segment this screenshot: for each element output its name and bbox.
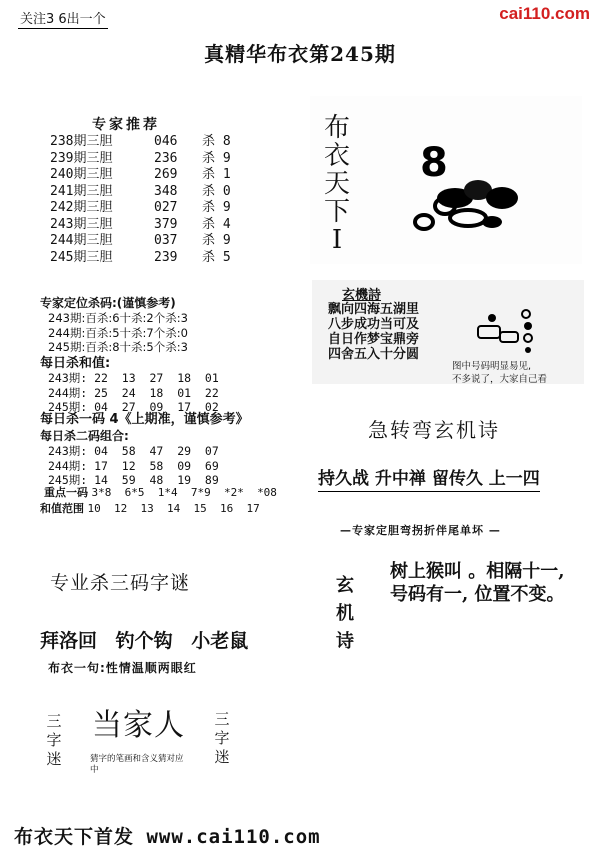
caption-line: 图中号码明显易见, — [452, 361, 532, 372]
xuanji-char: 诗 — [336, 631, 354, 652]
blob-shape — [482, 216, 502, 228]
issue-kill: 杀 4 — [202, 216, 231, 232]
poem-line: 四舍五入十分圆 — [328, 347, 420, 362]
issue-kill: 杀 9 — [202, 233, 231, 248]
footer-site[interactable]: 布衣天下首发 www.cai110.com — [14, 826, 321, 848]
riddle-word: 小老鼠 — [191, 630, 249, 652]
issue-label: 243期三胆 — [50, 216, 113, 232]
three-char-riddle-right — [212, 710, 232, 767]
xuanji-vertical — [336, 572, 354, 656]
sum-range-row — [40, 500, 260, 516]
dingdan-line: —专家定胆弯拐折伴尾单坏 — — [340, 524, 501, 537]
recommend-row — [50, 200, 231, 217]
dot-shape — [525, 347, 531, 353]
dot-shape — [488, 314, 496, 322]
issue-label: 241期三胆 — [50, 183, 113, 199]
key-point-row — [44, 484, 277, 500]
recommend-row — [50, 233, 231, 250]
blob-shape — [450, 210, 486, 226]
daily-sum-row: 244期: 25 24 18 01 22 — [48, 385, 219, 400]
blob-shape — [415, 215, 433, 229]
position-kill-section — [40, 294, 188, 355]
dot-shape — [524, 322, 532, 330]
issue-numbers: 269 — [154, 167, 178, 182]
riddle-word: 钓个钩 — [115, 630, 173, 652]
xuanji-poem — [328, 302, 419, 362]
big-eight-digit: 8 — [420, 140, 448, 186]
issue-kill: 杀 1 — [202, 167, 231, 182]
issue-numbers: 236 — [154, 150, 178, 166]
recommend-row — [50, 217, 231, 234]
riddle-words — [40, 626, 260, 653]
daily-sum-row: 243期: 22 13 27 18 01 — [48, 371, 219, 385]
issue-label: 240期三胆 — [50, 167, 113, 182]
recommend-row — [50, 250, 231, 267]
daily-one-row: 245期: 14 59 48 19 89 — [48, 473, 219, 487]
position-kill-title: 专家定位杀码:(谨慎参考) — [40, 296, 176, 310]
poem-line: 八步成功当可及 — [328, 317, 420, 332]
page-title: 真精华布衣第245期 — [204, 42, 396, 66]
riddle-line: 号码有一, 位置不变。 — [390, 584, 565, 605]
picture-caption — [452, 360, 547, 386]
issue-kill: 杀 9 — [202, 150, 231, 166]
buyi-vertical-title — [322, 114, 352, 254]
poem-line: 飘向四海五湖里 — [328, 302, 420, 317]
daily-sum-row: 245期: 04 27 09 17 02 — [48, 400, 219, 414]
jizhuan-title: 急转弯玄机诗 — [368, 418, 500, 442]
issue-label: 244期三胆 — [50, 233, 113, 248]
buyi-char: 天 — [323, 169, 350, 199]
top-note: 关注3 6出一个 — [18, 8, 108, 29]
dot-shape — [524, 334, 532, 342]
issue-label: 239期三胆 — [50, 150, 113, 166]
daily-two-title: 每日杀二码组合: — [40, 429, 129, 443]
xuanji-char: 机 — [336, 603, 354, 624]
daily-one-row: 244期: 17 12 58 09 69 — [48, 458, 219, 473]
issue-label: 245期三胆 — [50, 249, 113, 265]
issue-label: 242期三胆 — [50, 200, 113, 215]
three-char-riddle-right-text: 三 字 迷 — [214, 710, 230, 766]
three-char-riddle-left-text: 三 字 迷 — [46, 712, 62, 768]
riddle-poem — [390, 560, 565, 606]
issue-numbers: 379 — [154, 216, 178, 232]
daily-sum-section — [40, 352, 219, 415]
riddle-hint: 猜字的笔画和含义猜对应中 — [90, 754, 184, 775]
daily-one-title: 每日杀一码 4《上期准，谨慎参考》 — [40, 412, 249, 427]
dot-shape — [522, 310, 530, 318]
issue-numbers: 027 — [154, 200, 178, 215]
daily-one-row: 243期: 04 58 47 29 07 — [48, 444, 219, 458]
issue-numbers: 046 — [154, 134, 178, 149]
position-kill-row: 245期:百杀:8十杀:5个杀:3 — [48, 340, 188, 354]
recommend-row — [50, 134, 231, 151]
daily-one-section — [40, 408, 249, 488]
xuanji-title: 玄機詩 — [342, 288, 382, 303]
key-point-values: 3*8 6*5 1*4 7*9 *2* *08 — [91, 486, 277, 499]
buyi-char: 下 — [323, 197, 350, 227]
recommend-row — [50, 151, 231, 168]
daily-sum-title: 每日杀和值: — [40, 356, 111, 371]
recommend-title: 专家推荐 — [92, 117, 160, 133]
issue-numbers: 239 — [154, 249, 178, 265]
xuanji-char: 玄 — [336, 575, 354, 596]
issue-kill: 杀 5 — [202, 249, 231, 265]
brand-logo[interactable]: cai110.com — [499, 4, 590, 23]
blob-picture — [400, 140, 540, 240]
buyi-char: 布 — [323, 113, 350, 143]
caption-line: 不多说了，大家自己看 — [452, 374, 548, 385]
riddle-word: 拜洛回 — [40, 630, 98, 652]
riddle-title: 专业杀三码字谜 — [50, 572, 191, 594]
issue-kill: 杀 8 — [202, 134, 231, 149]
recommend-row — [50, 184, 231, 201]
position-kill-row: 243期:百杀:6十杀:2个杀:3 — [48, 311, 188, 325]
cups-picture — [470, 306, 550, 356]
issue-kill: 杀 9 — [202, 200, 231, 215]
riddle-line: 树上猴叫 。相隔十一, — [390, 561, 565, 582]
three-char-riddle-left — [44, 712, 64, 769]
position-kill-row: 244期:百杀:5十杀:7个杀:0 — [48, 325, 188, 340]
cup-shape — [478, 326, 500, 338]
recommend-list — [50, 134, 231, 266]
issue-numbers: 037 — [154, 233, 178, 248]
key-point-label: 重点一码 — [44, 486, 88, 499]
buyi-line: 布衣一句:性情温顺两眼红 — [48, 661, 197, 675]
cup-shape — [500, 332, 518, 342]
issue-label: 238期三胆 — [50, 134, 113, 149]
poem-line: 自日作梦宝鼎旁 — [328, 332, 420, 347]
sum-range-values: 10 12 13 14 15 16 17 — [87, 502, 260, 515]
chijiu-line: 持久战 升中禅 留传久 上一四 — [318, 464, 540, 492]
big-riddle-word: 当家人 — [92, 708, 185, 743]
blob-shape — [486, 187, 518, 209]
issue-kill: 杀 0 — [202, 183, 231, 199]
issue-numbers: 348 — [154, 183, 178, 199]
buyi-char: 衣 — [323, 141, 350, 171]
recommend-row — [50, 167, 231, 184]
sum-range-label: 和值范围 — [40, 502, 84, 515]
buyi-char: I — [331, 225, 343, 255]
